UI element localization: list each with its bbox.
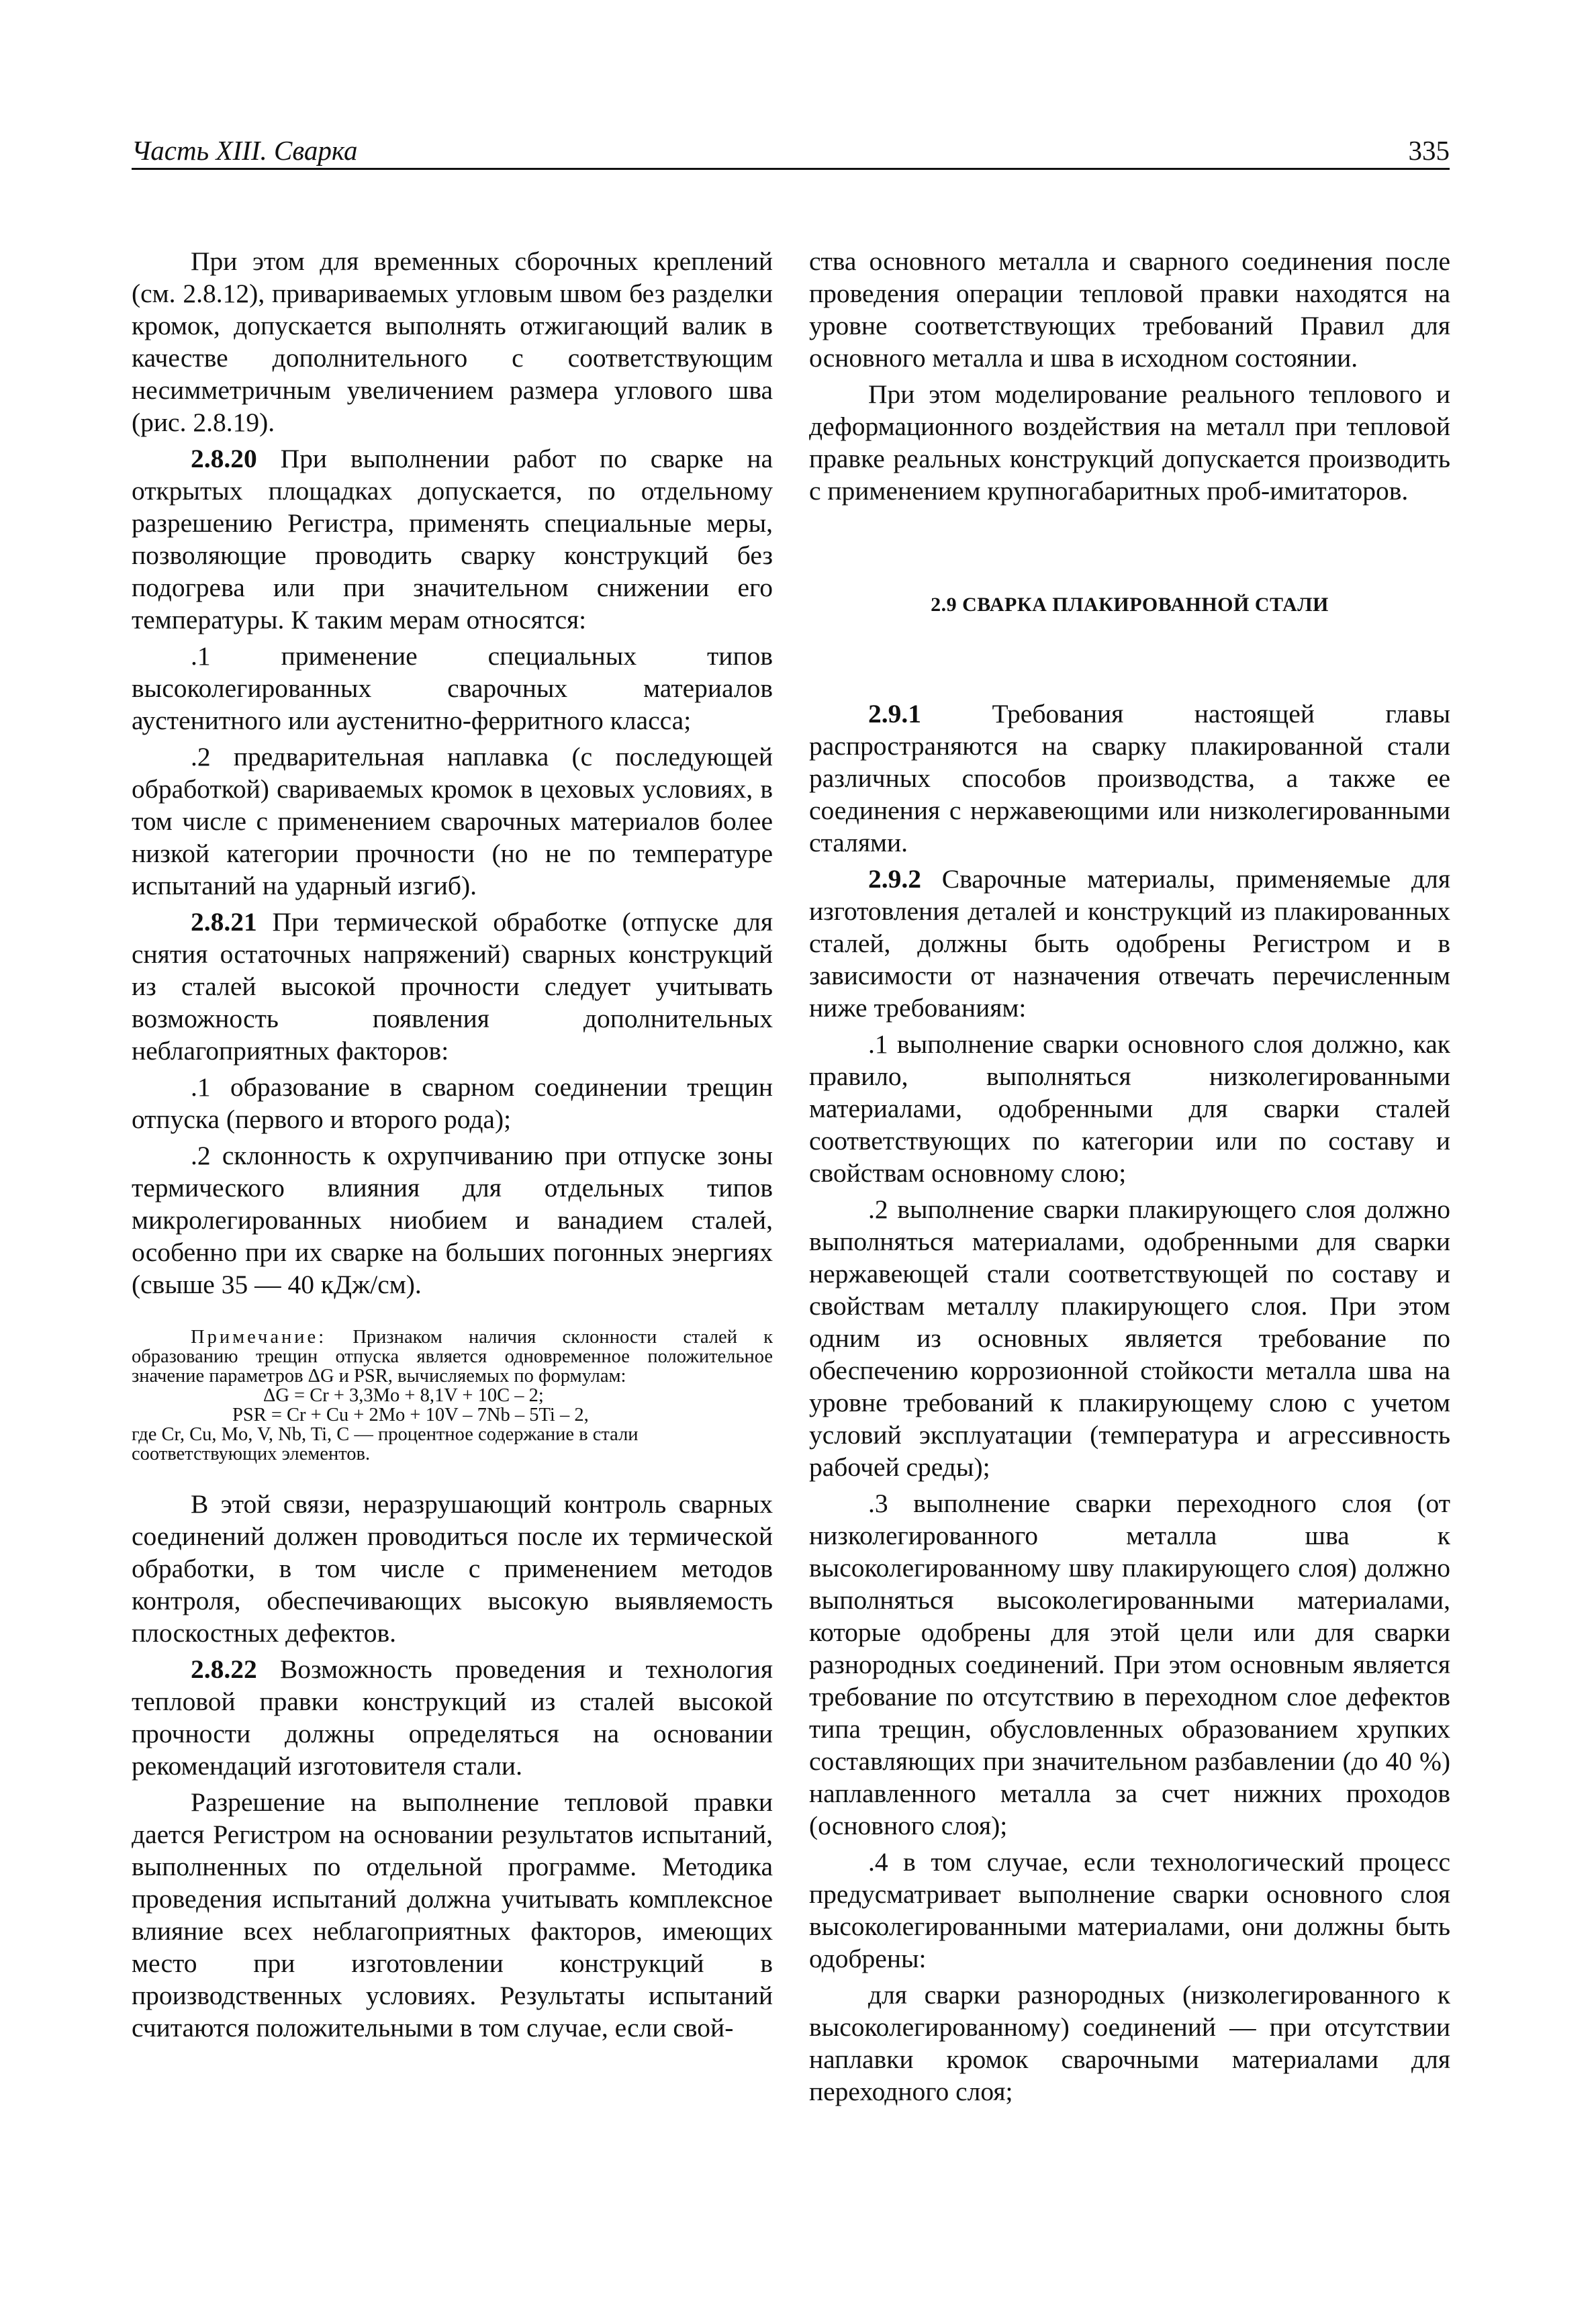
paragraph: При этом для временных сборочных креплений (см. 2.8.12), привариваемых угловым швом без разделки кромок, допускается выполнять отжигающий валик в качестве дополнительного с соответствующим несимметричным увеличением размера углового шва (рис. 2.8.19). xyxy=(132,246,773,437)
paragraph xyxy=(132,906,773,1067)
running-header xyxy=(132,134,1450,170)
clause-number: 2.9.2 xyxy=(868,864,921,894)
paragraph xyxy=(132,442,773,636)
paragraph-text: При выполнении работ по сварке на открытых площадках допускается, по отдельному разрешению Регистра, применять специальные меры, позволяющие проводить сварку конструкций без подогрева или при значительном снижении его температуры. К таким мерам относятся: xyxy=(132,444,773,634)
list-item: .2 предварительная наплавка (с последующей обработкой) свариваемых кромок в цеховых условиях, в том числе с применением сварочных материалов более низкой категории прочности (но не по температуре испытаний на ударный изгиб). xyxy=(132,742,773,900)
list-item: .2 склонность к охрупчиванию при отпуске зоны термического влияния для отдельных типов микролегированных ниобием и ванадием сталей, особенно при их сварке на больших погонных энергиях (свыше 35 — 40 кДж/см). xyxy=(132,1141,773,1299)
formula-psr: PSR = Cr + Cu + 2Mo + 10V – 7Nb – 5Ti – 2, xyxy=(232,1405,589,1425)
paragraph: ства основного металла и сварного соединения после проведения операции тепловой правки находятся на уровне соответствующих требований Правил для основного металла и шва в исходном состоянии. xyxy=(809,246,1450,373)
paragraph xyxy=(132,1653,773,1782)
paragraph xyxy=(809,698,1450,859)
note-head xyxy=(132,1327,773,1386)
clause-number: 2.8.20 xyxy=(191,444,257,473)
page-number: 335 xyxy=(1408,135,1450,166)
section-title: 2.9 СВАРКА ПЛАКИРОВАННОЙ СТАЛИ xyxy=(931,594,1329,616)
paragraph-text: Требования настоящей главы распространяются на сварку плакированной стали различных способов производства, а также ее соединения с нержавеющими или низколегированными сталями. xyxy=(809,699,1450,857)
list-item: .1 образование в сварном соединении трещин отпуска (первого и второго рода); xyxy=(132,1072,773,1134)
formula-delta-g: ΔG = Cr + 3,3Mo + 8,1V + 10C – 2; xyxy=(263,1385,544,1406)
list-item: для сварки разнородных (низколегированного к высоколегированному) соединений — при отсутствии наплавки кромок сварочными материалами для переходного слоя; xyxy=(809,1980,1450,2106)
note-label: Примечание: xyxy=(191,1327,327,1348)
clause-number: 2.8.22 xyxy=(191,1654,257,1684)
note-text: Признаком наличия склонности сталей к образованию трещин отпуска является одновременное положительное значение параметров ΔG и PSR, вычисляемых по формулам: xyxy=(132,1327,773,1386)
list-item: .3 выполнение сварки переходного слоя (от низколегированного металла шва к высоколегированному шву плакирующего слоя) должно выполняться высоколегированными материалами, которые одобрены для этой цели или для сварки разнородных соединений. При этом основным является требование по отсутствию в переходном слое дефектов типа трещин, обусловленных образованием хрупких составляющих при значительном разбавлении (до 40 %) наплавленного металла за счет нижних проходов (основного слоя); xyxy=(809,1489,1450,1840)
right-column xyxy=(809,245,1450,2112)
list-item: .2 выполнение сварки плакирующего слоя должно выполняться материалами, одобренными для сварки нержавеющей стали соответствующей по составу и свойствам металлу плакирующего слоя. При этом одним из основных является требование по обеспечению коррозионной стойкости металла шва на уровне требований к плакирующему слою с учетом условий эксплуатации (температура и агрессивность рабочей среды); xyxy=(809,1194,1450,1482)
paragraph: В этой связи, неразрушающий контроль сварных соединений должен проводиться после их термической обработки, в том числе с применением методов контроля, обеспечивающих высокую выявляемость плоскостных дефектов. xyxy=(132,1489,773,1648)
paragraph-text: При термической обработке (отпуске для снятия остаточных напряжений) сварных конструкций из сталей высокой прочности следует учитывать возможность появления дополнительных неблагоприятных факторов: xyxy=(132,907,773,1066)
paragraph-text: Возможность проведения и технология тепловой правки конструкций из сталей высокой прочности должны определяться на основании рекомендаций изготовителя стали. xyxy=(132,1654,773,1781)
paragraph-text: Сварочные материалы, применяемые для изготовления деталей и конструкций из плакированных сталей, должны быть одобрены Регистром и в зависимости от назначения отвечать перечисленным ниже требованиям: xyxy=(809,864,1450,1023)
clause-number: 2.8.21 xyxy=(191,907,257,937)
note xyxy=(132,1327,773,1464)
paragraph xyxy=(809,863,1450,1024)
clause-number: 2.9.1 xyxy=(868,699,921,728)
list-item: .4 в том случае, если технологический процесс предусматривает выполнение сварки основного слоя высоколегированными материалами, они должны быть одобрены: xyxy=(809,1847,1450,1973)
list-item: .1 применение специальных типов высоколегированных сварочных материалов аустенитного или аустенитно-ферритного класса; xyxy=(132,641,773,735)
paragraph: При этом моделирование реального теплового и деформационного воздействия на металл при тепловой правке реальных конструкций допускается производить с применением крупногабаритных проб-имитаторов. xyxy=(809,379,1450,506)
list-item: .1 выполнение сварки основного слоя должно, как правило, выполняться низколегированными материалами, одобренными для сварки сталей соответствующих по категории или по составу и свойствам основному слою; xyxy=(809,1029,1450,1188)
header-title: Часть XIII. Сварка xyxy=(132,135,358,166)
paragraph: Разрешение на выполнение тепловой правки дается Регистром на основании результатов испытаний, выполненных по отдельной программе. Методика проведения испытаний должна учитывать комплексное влияние всех неблагоприятных факторов, имеющих место при изготовлении конструкций в производственных условиях. Результаты испытаний считаются положительными в том случае, если свой- xyxy=(132,1787,773,2042)
note-tail: где Cr, Cu, Mo, V, Nb, Ti, C — процентное содержание в стали соответствующих элементов. xyxy=(132,1424,639,1464)
left-column xyxy=(132,245,773,2048)
